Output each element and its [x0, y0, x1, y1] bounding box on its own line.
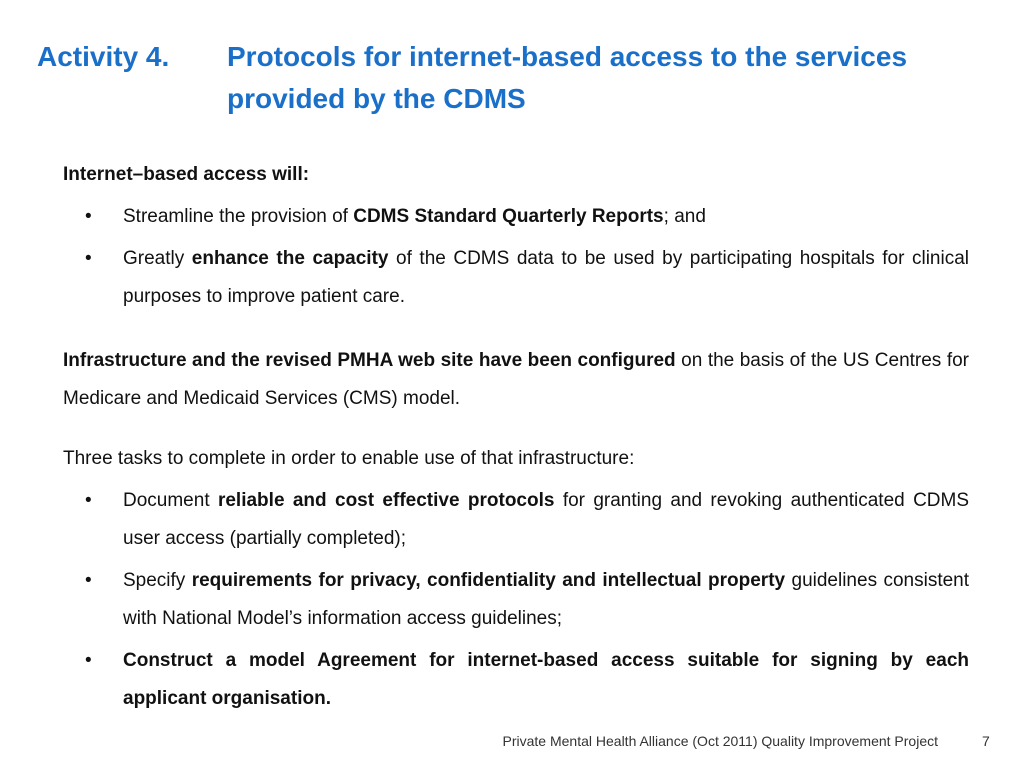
- list-item: [63, 240, 969, 316]
- activity-title: Protocols for internet-based access to the services provided by the CDMS: [227, 41, 908, 114]
- section-heading-internet-access: [63, 156, 969, 194]
- infrastructure-bold-text: Infrastructure and the revised PMHA web site have been configured: [63, 350, 676, 371]
- bullet-text-post: ; and: [663, 206, 706, 227]
- page-number: 7: [982, 733, 990, 749]
- infrastructure-paragraph: [63, 342, 969, 418]
- slide-title: [37, 36, 1012, 120]
- list-item: [63, 482, 969, 558]
- tasks-bullet-list: [63, 482, 969, 718]
- bullet-text-bold: requirements for privacy, confidentiality and intellectual property: [191, 570, 786, 591]
- bullet-icon: •: [85, 570, 92, 591]
- infrastructure-text: on the basis of the US Centres for Medicare and Medicaid Services (CMS) model.: [63, 350, 969, 409]
- list-item: [63, 198, 969, 236]
- bullet-text-bold: CDMS Standard Quarterly Reports: [353, 206, 664, 227]
- bullet-icon: •: [85, 650, 92, 671]
- bullet-text-pre: Greatly: [123, 248, 192, 269]
- bullet-text-bold: reliable and cost effective protocols: [217, 490, 555, 511]
- list-item: [63, 642, 969, 718]
- bullet-text-pre: Document: [123, 490, 218, 511]
- tasks-intro: Three tasks to complete in order to enable use of that infrastructure:: [63, 448, 635, 469]
- activity-number: Activity 4.: [37, 41, 170, 72]
- internet-access-bullet-list: [63, 198, 969, 316]
- bullet-text-pre: Specify: [123, 570, 192, 591]
- slide-body: [63, 156, 969, 718]
- list-item: [63, 562, 969, 638]
- footer-text: Private Mental Health Alliance (Oct 2011) Quality Improvement Project: [502, 733, 938, 749]
- bullet-icon: •: [85, 248, 92, 269]
- bullet-text-post: for granting and revoking authenticated CDMS user access (partially completed);: [123, 490, 970, 549]
- bullet-text-pre: Streamline the provision of: [123, 206, 354, 227]
- bullet-text-bold: enhance the capacity: [191, 248, 389, 269]
- bullet-text-bold: Construct a model Agreement for internet-based access suitable for signing by each applicant organisation.: [123, 650, 969, 709]
- bullet-text-post: guidelines consistent with National Model’s information access guidelines;: [123, 570, 970, 629]
- bullet-text-post: of the CDMS data to be used by participating hospitals for clinical purposes to improve patient care.: [123, 248, 969, 307]
- internet-access-heading-text: Internet–based access will:: [63, 164, 310, 185]
- bullet-icon: •: [85, 206, 92, 227]
- bullet-icon: •: [85, 490, 92, 511]
